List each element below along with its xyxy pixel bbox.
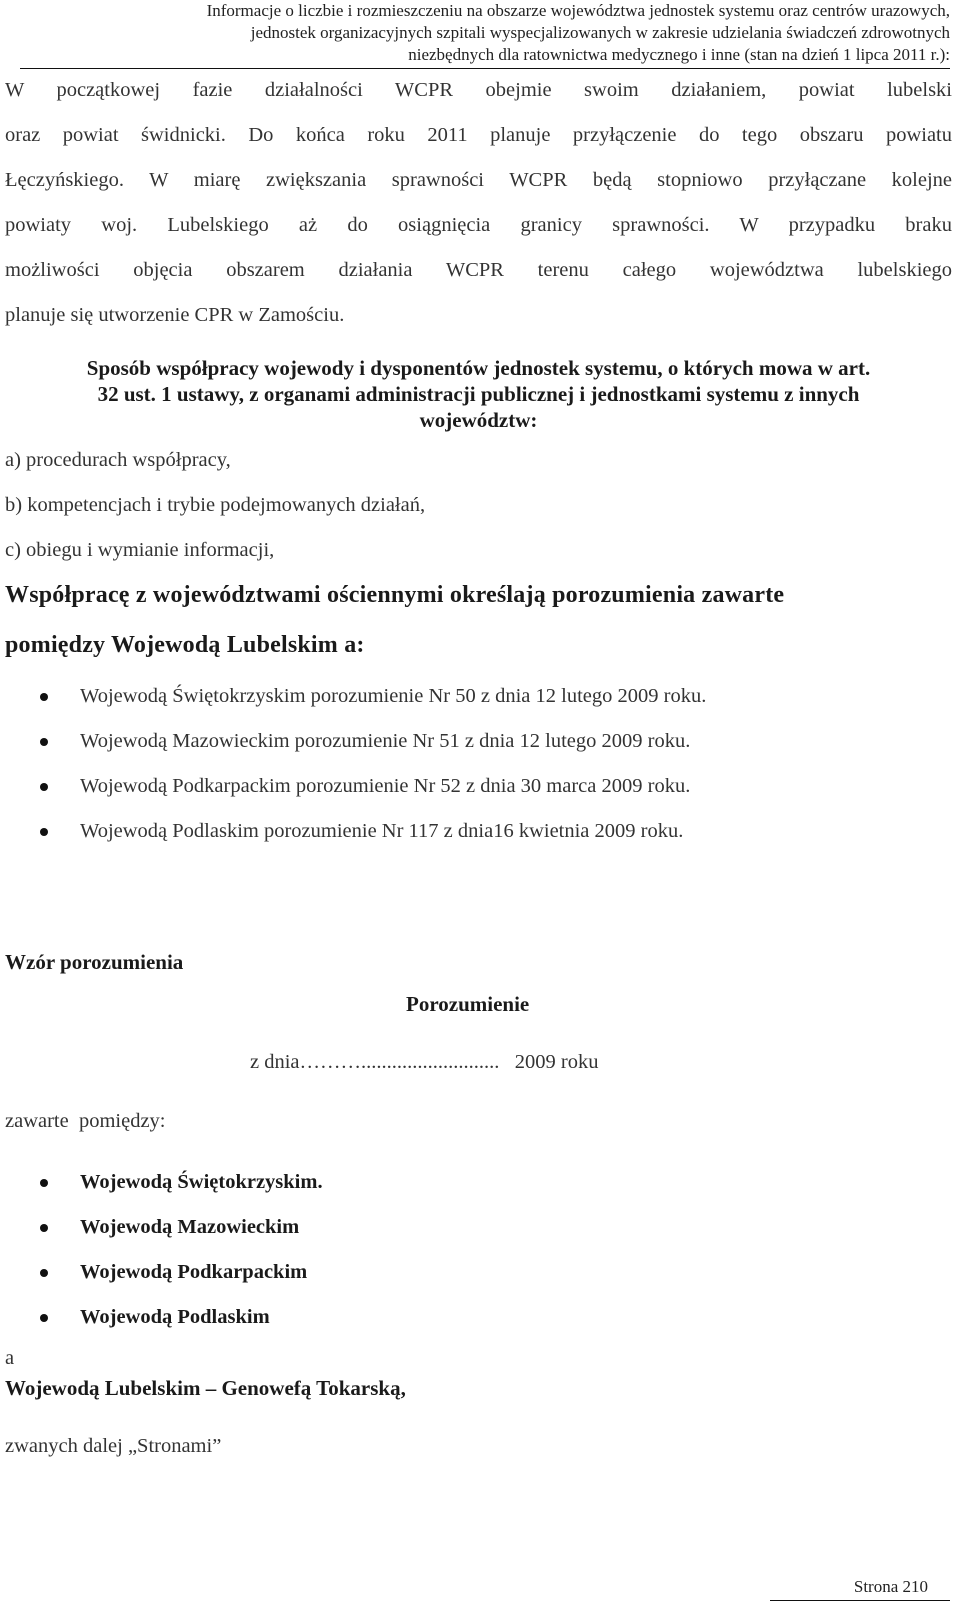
- intro-line-2: oraz powiat świdnicki. Do końca roku 2011 planuje przyłączenie do tego obszaru powiatu: [5, 124, 952, 146]
- intro-line-5: możliwości objęcia obszarem działania WCPR terenu całego województwa lubelskiego: [5, 259, 952, 281]
- header-line-3: niezbędnych dla ratownictwa medycznego i inne (stan na dzień 1 lipca 2011 r.):: [408, 45, 950, 64]
- conjunction-text: a: [5, 1347, 15, 1369]
- cooperation-heading: [5, 355, 952, 433]
- between-label: zawarte pomiędzy:: [5, 1110, 166, 1132]
- header-line-2: jednostek organizacyjnych szpitali wyspecjalizowanych w zakresie udzielania świadczeń zdrowotnych: [250, 23, 950, 42]
- lublin-party: Wojewodą Lubelskim – Genowefą Tokarską,: [5, 1376, 406, 1400]
- bullet-icon: [40, 783, 48, 791]
- party-name: Wojewodą Świętokrzyskim.: [80, 1171, 323, 1193]
- party-name: Wojewodą Podkarpackim: [80, 1261, 308, 1283]
- agreement-text: Wojewodą Mazowieckim porozumienie Nr 51 z dnia 12 lutego 2009 roku.: [80, 730, 691, 752]
- agreement-text: Wojewodą Podkarpackim porozumienie Nr 52 z dnia 30 marca 2009 roku.: [80, 775, 691, 797]
- party-name: Wojewodą Podlaskim: [80, 1306, 270, 1328]
- intro-line-4: powiaty woj. Lubelskiego aż do osiągnięcia granicy sprawności. W przypadku braku: [5, 214, 952, 236]
- bullet-icon: [40, 1224, 48, 1232]
- agreements-heading-line-1: Współpracę z województwami ościennymi określają porozumienia zawarte: [5, 582, 785, 608]
- party-name: Wojewodą Mazowieckim: [80, 1216, 300, 1238]
- intro-line-6: planuje się utworzenie CPR w Zamościu.: [5, 304, 345, 326]
- bullet-icon: [40, 1314, 48, 1322]
- agreement-text: Wojewodą Podlaskim porozumienie Nr 117 z dnia16 kwietnia 2009 roku.: [80, 820, 684, 842]
- agreement-title: Porozumienie: [406, 992, 530, 1016]
- page-header: [30, 0, 950, 66]
- hereinafter-text: zwanych dalej „Stronami”: [5, 1435, 222, 1457]
- date-line: z dnia………........................... 2009 roku: [250, 1051, 599, 1073]
- bullet-icon: [40, 693, 48, 701]
- template-heading: Wzór porozumienia: [5, 950, 184, 974]
- intro-line-1: W początkowej fazie działalności WCPR obejmie swoim działaniem, powiat lubelski: [5, 79, 952, 101]
- bullet-icon: [40, 738, 48, 746]
- bullet-icon: [40, 1269, 48, 1277]
- bullet-icon: [40, 828, 48, 836]
- bullet-icon: [40, 1179, 48, 1187]
- procedure-item: c) obiegu i wymianie informacji,: [5, 539, 275, 561]
- page-number: Strona 210: [853, 1577, 928, 1596]
- footer-divider: [770, 1600, 950, 1601]
- procedure-item: b) kompetencjach i trybie podejmowanych działań,: [5, 494, 426, 516]
- agreement-text: Wojewodą Świętokrzyskim porozumienie Nr 50 z dnia 12 lutego 2009 roku.: [80, 685, 707, 707]
- header-line-1: Informacje o liczbie i rozmieszczeniu na obszarze województwa jednostek systemu oraz centrów urazowych,: [206, 1, 950, 20]
- cooperation-heading-line-1: Sposób współpracy wojewody i dysponentów jednostek systemu, o których mowa w art.: [86, 356, 871, 380]
- procedure-item: a) procedurach współpracy,: [5, 449, 231, 471]
- agreements-heading-line-2: pomiędzy Wojewodą Lubelskim a:: [5, 632, 365, 658]
- cooperation-heading-line-3: województw:: [419, 408, 538, 432]
- cooperation-heading-line-2: 32 ust. 1 ustawy, z organami administracji publicznej i jednostkami systemu z innych: [97, 382, 860, 406]
- intro-paragraph: [5, 68, 952, 338]
- intro-line-3: Łęczyńskiego. W miarę zwiększania sprawności WCPR będą stopniowo przyłączane kolejne: [5, 169, 952, 191]
